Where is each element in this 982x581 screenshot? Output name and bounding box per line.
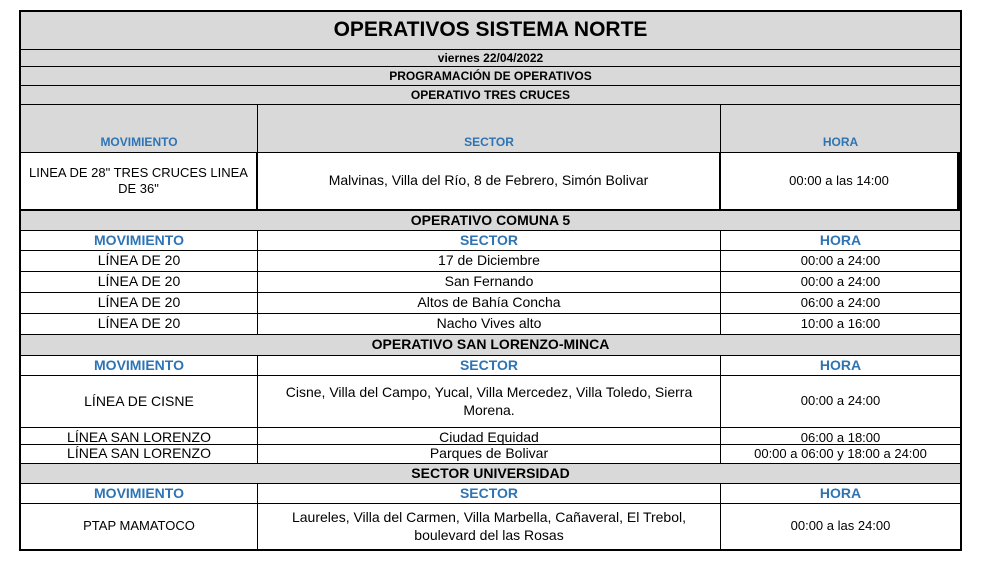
operativos-table	[19, 10, 962, 551]
hora-cell: 00:00 a 24:00	[800, 393, 881, 409]
sector-cell: Altos de Bahía Concha	[258, 293, 721, 313]
column-header-hora: HORA	[819, 231, 862, 248]
hora-cell: 00:00 a 06:00 y 18:00 a 24:00	[754, 445, 927, 461]
column-header-row	[21, 356, 960, 376]
section-title: OPERATIVO COMUNA 5	[410, 211, 571, 228]
table-row	[21, 314, 960, 335]
table-row	[21, 428, 960, 445]
report-subtitle: PROGRAMACIÓN DE OPERATIVOS	[389, 68, 592, 83]
sector-cell: San Fernando	[258, 272, 721, 292]
sector-cell: Cisne, Villa del Campo, Yucal, Villa Mercedez, Villa Toledo, Sierra Morena.	[258, 376, 721, 427]
sector-cell: Nacho Vives alto	[258, 314, 721, 334]
subtitle-row	[21, 67, 960, 86]
hora-cell: 00:00 a las 24:00	[790, 518, 891, 534]
column-header-sector: SECTOR	[258, 105, 721, 152]
section-title: OPERATIVO TRES CRUCES	[410, 87, 571, 102]
column-header-row	[21, 231, 960, 251]
column-header-row	[21, 484, 960, 504]
column-header-movimiento: MOVIMIENTO	[21, 484, 258, 503]
sector-cell: Parques de Bolivar	[258, 445, 721, 463]
section-title: OPERATIVO SAN LORENZO-MINCA	[371, 336, 610, 353]
section-header	[21, 464, 960, 484]
movimiento-cell: LÍNEA DE 20	[21, 251, 258, 271]
section-title: SECTOR UNIVERSIDAD	[411, 464, 570, 481]
movimiento-cell: LINEA DE 28" TRES CRUCES LINEA DE 36"	[21, 153, 258, 209]
hora-cell: 06:00 a 24:00	[800, 294, 881, 310]
column-header-sector: SECTOR	[258, 356, 721, 375]
table-row	[21, 293, 960, 314]
sector-cell: 17 de Diciembre	[258, 251, 721, 271]
movimiento-cell: LÍNEA SAN LORENZO	[21, 428, 258, 444]
table-row	[21, 504, 960, 549]
hora-cell: 00:00 a 24:00	[800, 252, 881, 268]
hora-cell: 00:00 a 24:00	[800, 273, 881, 289]
column-header-hora: HORA	[822, 135, 859, 149]
column-header-movimiento: MOVIMIENTO	[21, 356, 258, 375]
section-header	[21, 335, 960, 356]
table-row	[21, 153, 960, 211]
section-header	[21, 86, 960, 105]
table-row	[21, 272, 960, 293]
column-header-movimiento: MOVIMIENTO	[21, 105, 258, 152]
table-row	[21, 445, 960, 464]
sector-cell: Malvinas, Villa del Río, 8 de Febrero, Simón Bolivar	[258, 153, 721, 209]
column-header-hora: HORA	[819, 484, 862, 501]
movimiento-cell: PTAP MAMATOCO	[21, 504, 258, 549]
hora-cell: 10:00 a 16:00	[800, 315, 881, 331]
hora-cell: 06:00 a 18:00	[800, 430, 881, 445]
movimiento-cell: LÍNEA DE 20	[21, 272, 258, 292]
page-title: OPERATIVOS SISTEMA NORTE	[333, 18, 648, 42]
report-date: viernes 22/04/2022	[437, 50, 544, 65]
column-header-row	[21, 105, 960, 153]
column-header-movimiento: MOVIMIENTO	[21, 231, 258, 250]
table-row	[21, 376, 960, 428]
hora-cell: 00:00 a las 14:00	[721, 153, 960, 209]
column-header-hora: HORA	[819, 356, 862, 373]
movimiento-cell: LÍNEA DE CISNE	[21, 376, 258, 427]
table-row	[21, 251, 960, 272]
title-row	[21, 12, 960, 50]
column-header-sector: SECTOR	[258, 484, 721, 503]
section-header	[21, 211, 960, 231]
sector-cell: Laureles, Villa del Carmen, Villa Marbella, Cañaveral, El Trebol, boulevard del las Rosas	[258, 504, 721, 549]
movimiento-cell: LÍNEA SAN LORENZO	[21, 445, 258, 463]
date-row	[21, 50, 960, 67]
column-header-sector: SECTOR	[258, 231, 721, 250]
movimiento-cell: LÍNEA DE 20	[21, 314, 258, 334]
movimiento-cell: LÍNEA DE 20	[21, 293, 258, 313]
sector-cell: Ciudad Equidad	[258, 428, 721, 444]
